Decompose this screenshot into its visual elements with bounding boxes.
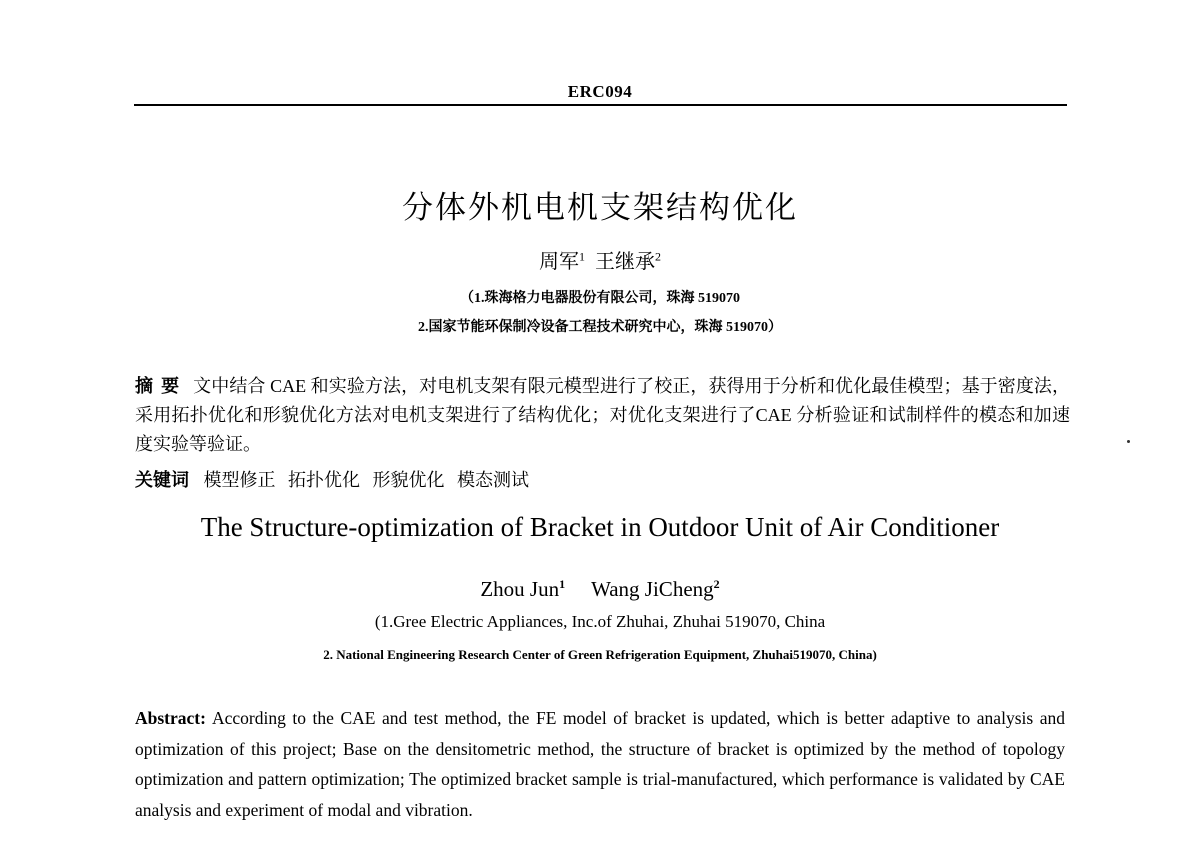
paper-code: ERC094 (567, 82, 633, 101)
chinese-affiliation-2: 2.国家节能环保制冷设备工程技术研究中心，珠海 519070） (418, 320, 782, 335)
chinese-abstract-text: 文中结合 CAE 和实验方法，对电机支架有限元模型进行了校正，获得用于分析和优化最佳模型；基于密度法，采用拓扑优化和形貌优化方法对电机支架进行了结构优化；对优化支架进行了CAE 分析验证和试制样件的模态和加速度实验等验证。 (135, 376, 1071, 454)
chinese-author-1: 周军 (539, 251, 579, 273)
english-author-1: Zhou Jun (480, 577, 560, 601)
chinese-keyword: 模态测试 (457, 470, 529, 490)
chinese-author-1-sup: 1 (579, 249, 585, 264)
english-author-1-sup: 1 (559, 577, 566, 591)
english-affiliation-1: (1.Gree Electric Appliances, Inc.of Zhuhai, Zhuhai 519070, China (374, 612, 826, 631)
chinese-title: 分体外机电机支架结构优化 (402, 190, 798, 226)
chinese-keyword: 形貌优化 (372, 470, 445, 490)
chinese-author-2-sup: 2 (655, 249, 661, 264)
header-rule (134, 104, 1067, 106)
english-abstract-label: Abstract: (135, 708, 206, 728)
english-abstract (135, 703, 1065, 825)
chinese-abstract-label: 摘要 (135, 376, 188, 396)
english-authors (0, 577, 1200, 602)
chinese-keywords-label: 关键词 (135, 470, 189, 490)
chinese-keyword: 拓扑优化 (288, 470, 360, 490)
english-affiliation-2: 2. National Engineering Research Center of Green Refrigeration Equipment, Zhuhai519070, China) (323, 647, 877, 662)
chinese-authors (0, 245, 1200, 274)
english-abstract-text: According to the CAE and test method, the FE model of bracket is updated, which is better adaptive to analysis and optimization of this project; Base on the densitometric method, the structure of bracket is optimized by the method of topology optimization and pattern optimization; The optimized bracket sample is trial-manufactured, which performance is validated by CAE analysis and experiment of modal and vibration. (135, 708, 1065, 820)
chinese-affiliation-1: （1.珠海格力电器股份有限公司，珠海 519070 (460, 291, 740, 306)
chinese-author-2: 王继承 (595, 251, 655, 273)
scan-speck (1127, 440, 1130, 443)
english-title: The Structure-optimization of Bracket in Outdoor Unit of Air Conditioner (200, 512, 1000, 542)
chinese-keywords (135, 466, 1070, 492)
english-author-2: Wang JiCheng (591, 577, 714, 601)
english-author-2-sup: 2 (713, 577, 720, 591)
chinese-abstract (135, 372, 1070, 459)
chinese-keyword: 模型修正 (203, 470, 276, 490)
